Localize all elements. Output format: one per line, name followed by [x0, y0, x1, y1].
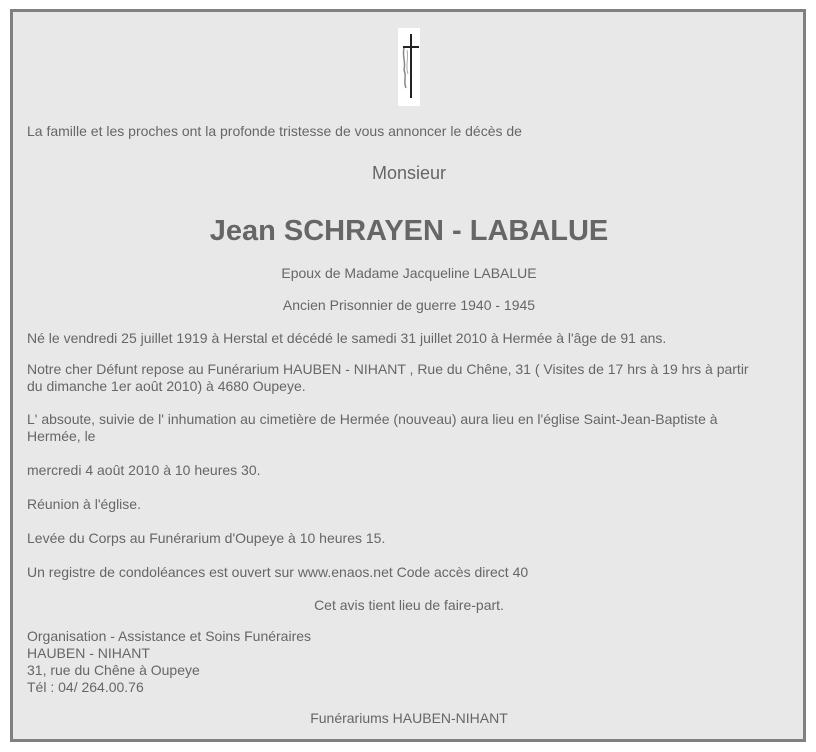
cross-icon [398, 28, 420, 106]
org-line-2: HAUBEN - NIHANT [27, 645, 150, 661]
intro-text: La famille et les proches ont la profonde tristesse de vous annoncer le décès de [27, 123, 522, 139]
repose-line-2: du dimanche 1er août 2010) à 4680 Oupeye. [27, 378, 306, 394]
repose-line-1: Notre cher Défunt repose au Funérarium HAUBEN - NIHANT , Rue du Chêne, 31 ( Visites de 17 hrs à 19 hrs à partir [27, 361, 749, 377]
death-notice-card [10, 9, 806, 742]
ceremony-line-1: L' absoute, suivie de l' inhumation au cimetière de Hermée (nouveau) aura lieu en l'église Saint-Jean-Baptiste à [27, 411, 718, 427]
distinction-text: Ancien Prisonnier de guerre 1940 - 1945 [282, 297, 536, 313]
ceremony-line-2: Hermée, le [27, 428, 96, 444]
ceremony-date: mercredi 4 août 2010 à 10 heures 30. [27, 462, 261, 478]
honorific: Monsieur [371, 163, 447, 183]
org-line-1: Organisation - Assistance et Soins Funéraires [27, 628, 312, 644]
birth-death-text: Né le vendredi 25 juillet 1919 à Herstal et décédé le samedi 31 juillet 2010 à Hermée à l'âge de 91 ans. [27, 330, 667, 346]
spouse-text: Epoux de Madame Jacqueline LABALUE [281, 265, 537, 281]
org-phone: Tél : 04/ 264.00.76 [27, 679, 144, 695]
departure-text: Levée du Corps au Funérarium d'Oupeye à 10 heures 15. [27, 530, 386, 546]
org-line-3: 31, rue du Chêne à Oupeye [27, 662, 200, 678]
notice-text: Cet avis tient lieu de faire-part. [314, 597, 504, 613]
meeting-text: Réunion à l'église. [27, 496, 141, 512]
deceased-name: Jean SCHRAYEN - LABALUE [209, 215, 609, 247]
footer-text: Funérariums HAUBEN-NIHANT [310, 710, 508, 726]
condolences-text: Un registre de condoléances est ouvert sur www.enaos.net Code accès direct 40 [27, 564, 529, 580]
